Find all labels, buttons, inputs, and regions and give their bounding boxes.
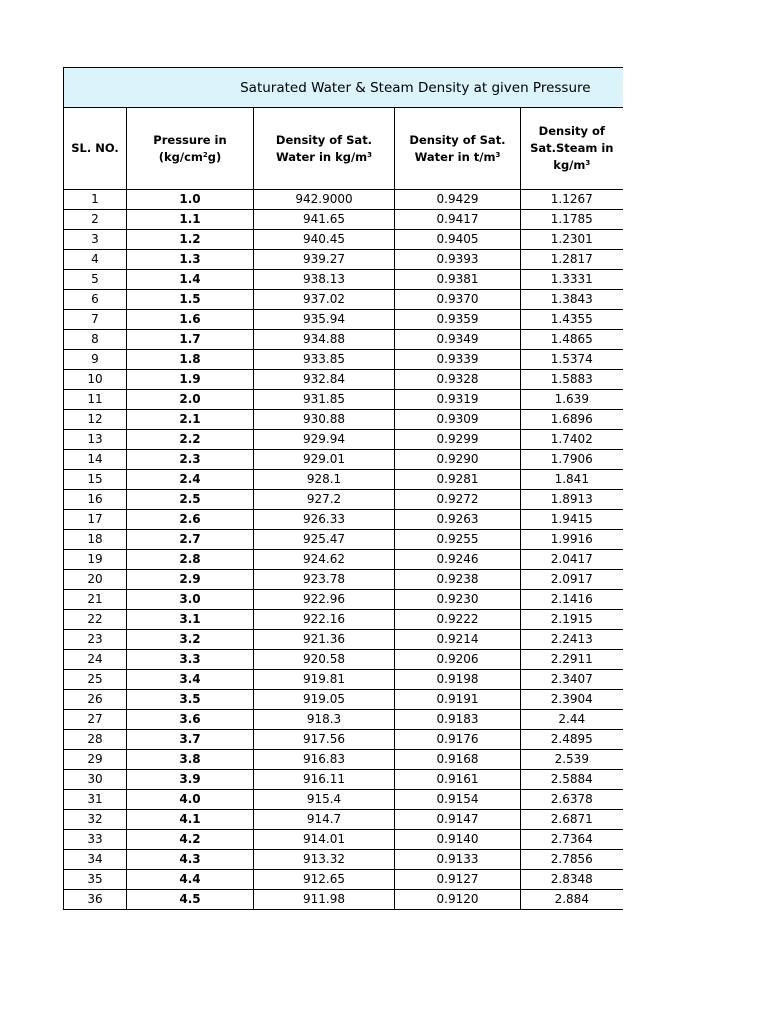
density-steam-cell: 1.7906 (521, 450, 623, 470)
sl-no-cell: 30 (64, 770, 127, 790)
pressure-cell: 3.9 (127, 770, 254, 790)
sl-no-cell: 6 (64, 290, 127, 310)
pressure-cell: 1.7 (127, 330, 254, 350)
density-water-kg-cell: 938.13 (254, 270, 395, 290)
density-water-t-cell: 0.9328 (395, 370, 521, 390)
density-water-kg-cell: 916.83 (254, 750, 395, 770)
density-water-t-cell: 0.9140 (395, 830, 521, 850)
table-row (64, 490, 623, 510)
pressure-cell: 3.4 (127, 670, 254, 690)
density-water-kg-cell: 919.81 (254, 670, 395, 690)
density-water-kg-cell: 929.01 (254, 450, 395, 470)
table-row (64, 850, 623, 870)
table-row (64, 690, 623, 710)
table-row (64, 210, 623, 230)
sl-no-cell: 16 (64, 490, 127, 510)
density-steam-cell: 2.7856 (521, 850, 623, 870)
density-steam-cell: 2.5884 (521, 770, 623, 790)
table-row (64, 330, 623, 350)
density-water-t-cell: 0.9176 (395, 730, 521, 750)
density-water-kg-cell: 926.33 (254, 510, 395, 530)
table-row (64, 190, 623, 210)
sl-no-cell: 2 (64, 210, 127, 230)
table-row (64, 570, 623, 590)
sl-no-cell: 32 (64, 810, 127, 830)
sl-no-cell: 9 (64, 350, 127, 370)
table-row (64, 790, 623, 810)
sl-no-cell: 12 (64, 410, 127, 430)
density-water-kg-cell: 915.4 (254, 790, 395, 810)
density-water-kg-cell: 927.2 (254, 490, 395, 510)
table-row (64, 310, 623, 330)
density-water-t-cell: 0.9154 (395, 790, 521, 810)
density-water-kg-cell: 940.45 (254, 230, 395, 250)
density-steam-cell: 2.884 (521, 890, 623, 910)
pressure-cell: 2.6 (127, 510, 254, 530)
table-row (64, 810, 623, 830)
pressure-cell: 1.9 (127, 370, 254, 390)
density-steam-cell: 1.841 (521, 470, 623, 490)
sl-no-cell: 23 (64, 630, 127, 650)
sl-no-cell: 24 (64, 650, 127, 670)
density-water-kg-cell: 920.58 (254, 650, 395, 670)
density-water-kg-cell: 937.02 (254, 290, 395, 310)
density-steam-cell: 2.1416 (521, 590, 623, 610)
density-water-kg-cell: 929.94 (254, 430, 395, 450)
density-water-t-cell: 0.9417 (395, 210, 521, 230)
density-water-t-cell: 0.9299 (395, 430, 521, 450)
sl-no-cell: 34 (64, 850, 127, 870)
density-water-t-cell: 0.9339 (395, 350, 521, 370)
density-water-t-cell: 0.9206 (395, 650, 521, 670)
pressure-cell: 2.9 (127, 570, 254, 590)
density-steam-cell: 1.1785 (521, 210, 623, 230)
pressure-cell: 4.4 (127, 870, 254, 890)
density-water-t-cell: 0.9370 (395, 290, 521, 310)
sl-no-cell: 18 (64, 530, 127, 550)
table-row (64, 270, 623, 290)
density-water-kg-cell: 917.56 (254, 730, 395, 750)
table-row (64, 610, 623, 630)
table-row (64, 630, 623, 650)
pressure-cell: 2.7 (127, 530, 254, 550)
sl-no-cell: 25 (64, 670, 127, 690)
pressure-cell: 3.5 (127, 690, 254, 710)
density-water-kg-cell: 922.96 (254, 590, 395, 610)
sl-no-cell: 27 (64, 710, 127, 730)
density-water-t-cell: 0.9230 (395, 590, 521, 610)
sl-no-cell: 7 (64, 310, 127, 330)
table-row (64, 470, 623, 490)
table-row (64, 590, 623, 610)
density-steam-cell: 2.6378 (521, 790, 623, 810)
density-water-t-cell: 0.9214 (395, 630, 521, 650)
table-row (64, 250, 623, 270)
density-water-t-cell: 0.9222 (395, 610, 521, 630)
pressure-cell: 2.4 (127, 470, 254, 490)
density-water-t-cell: 0.9381 (395, 270, 521, 290)
density-water-t-cell: 0.9120 (395, 890, 521, 910)
density-steam-cell: 1.3843 (521, 290, 623, 310)
pressure-cell: 3.7 (127, 730, 254, 750)
density-water-t-cell: 0.9393 (395, 250, 521, 270)
column-header-density-steam: Density of Sat.Steam in $kg/m^3$ (521, 108, 623, 190)
pressure-cell: 4.2 (127, 830, 254, 850)
density-water-t-cell: 0.9263 (395, 510, 521, 530)
sl-no-cell: 4 (64, 250, 127, 270)
pressure-cell: 1.5 (127, 290, 254, 310)
density-water-t-cell: 0.9238 (395, 570, 521, 590)
sl-no-cell: 10 (64, 370, 127, 390)
pressure-cell: 2.5 (127, 490, 254, 510)
density-steam-cell: 1.2301 (521, 230, 623, 250)
density-steam-cell: 1.9916 (521, 530, 623, 550)
pressure-cell: 2.2 (127, 430, 254, 450)
table-row (64, 530, 623, 550)
pressure-cell: 1.3 (127, 250, 254, 270)
pressure-cell: 1.6 (127, 310, 254, 330)
column-header-density-water-t: Density of Sat. Water in $t/m^3$ (395, 108, 521, 190)
sl-no-cell: 21 (64, 590, 127, 610)
table-row (64, 650, 623, 670)
density-steam-cell: 1.639 (521, 390, 623, 410)
density-water-kg-cell: 932.84 (254, 370, 395, 390)
density-water-t-cell: 0.9255 (395, 530, 521, 550)
density-water-kg-cell: 933.85 (254, 350, 395, 370)
density-table (63, 67, 623, 910)
pressure-cell: 1.4 (127, 270, 254, 290)
pressure-cell: 1.1 (127, 210, 254, 230)
table-row (64, 710, 623, 730)
density-steam-cell: 1.9415 (521, 510, 623, 530)
pressure-cell: 1.2 (127, 230, 254, 250)
table-row (64, 730, 623, 750)
density-steam-cell: 1.5374 (521, 350, 623, 370)
density-steam-cell: 1.4865 (521, 330, 623, 350)
density-steam-cell: 1.1267 (521, 190, 623, 210)
pressure-cell: 1.0 (127, 190, 254, 210)
density-water-kg-cell: 911.98 (254, 890, 395, 910)
table-row (64, 390, 623, 410)
pressure-cell: 3.0 (127, 590, 254, 610)
sl-no-cell: 36 (64, 890, 127, 910)
density-water-kg-cell: 928.1 (254, 470, 395, 490)
density-steam-cell: 2.3407 (521, 670, 623, 690)
density-water-kg-cell: 913.32 (254, 850, 395, 870)
density-steam-cell: 2.0917 (521, 570, 623, 590)
density-water-kg-cell: 935.94 (254, 310, 395, 330)
sl-no-cell: 29 (64, 750, 127, 770)
pressure-cell: 2.0 (127, 390, 254, 410)
table-row (64, 770, 623, 790)
density-steam-cell: 1.2817 (521, 250, 623, 270)
density-water-t-cell: 0.9290 (395, 450, 521, 470)
pressure-cell: 4.1 (127, 810, 254, 830)
density-steam-cell: 2.44 (521, 710, 623, 730)
density-steam-cell: 1.8913 (521, 490, 623, 510)
density-water-t-cell: 0.9309 (395, 410, 521, 430)
sl-no-cell: 35 (64, 870, 127, 890)
pressure-cell: 1.8 (127, 350, 254, 370)
density-water-t-cell: 0.9147 (395, 810, 521, 830)
sl-no-cell: 3 (64, 230, 127, 250)
density-water-t-cell: 0.9168 (395, 750, 521, 770)
density-water-t-cell: 0.9161 (395, 770, 521, 790)
density-steam-cell: 1.7402 (521, 430, 623, 450)
density-steam-cell: 2.2911 (521, 650, 623, 670)
density-water-kg-cell: 919.05 (254, 690, 395, 710)
table-row (64, 890, 623, 910)
table-row (64, 750, 623, 770)
sl-no-cell: 8 (64, 330, 127, 350)
sl-no-cell: 13 (64, 430, 127, 450)
density-water-t-cell: 0.9198 (395, 670, 521, 690)
density-water-kg-cell: 941.65 (254, 210, 395, 230)
table-row (64, 450, 623, 470)
sl-no-cell: 22 (64, 610, 127, 630)
table-row (64, 670, 623, 690)
sl-no-cell: 17 (64, 510, 127, 530)
density-steam-cell: 1.3331 (521, 270, 623, 290)
density-water-kg-cell: 916.11 (254, 770, 395, 790)
density-water-kg-cell: 934.88 (254, 330, 395, 350)
sl-no-cell: 11 (64, 390, 127, 410)
density-water-kg-cell: 918.3 (254, 710, 395, 730)
density-water-kg-cell: 912.65 (254, 870, 395, 890)
sl-no-cell: 14 (64, 450, 127, 470)
density-steam-cell: 1.5883 (521, 370, 623, 390)
table-row (64, 430, 623, 450)
density-water-kg-cell: 930.88 (254, 410, 395, 430)
density-water-t-cell: 0.9429 (395, 190, 521, 210)
density-steam-cell: 2.2413 (521, 630, 623, 650)
density-steam-cell: 2.0417 (521, 550, 623, 570)
density-water-kg-cell: 939.27 (254, 250, 395, 270)
density-water-kg-cell: 931.85 (254, 390, 395, 410)
density-water-t-cell: 0.9272 (395, 490, 521, 510)
density-water-kg-cell: 942.9000 (254, 190, 395, 210)
sl-no-cell: 15 (64, 470, 127, 490)
density-water-t-cell: 0.9183 (395, 710, 521, 730)
density-water-t-cell: 0.9191 (395, 690, 521, 710)
density-water-t-cell: 0.9127 (395, 870, 521, 890)
density-water-kg-cell: 923.78 (254, 570, 395, 590)
column-header-sl-no: SL. NO. (64, 108, 127, 190)
density-steam-cell: 2.3904 (521, 690, 623, 710)
pressure-cell: 4.0 (127, 790, 254, 810)
density-water-t-cell: 0.9359 (395, 310, 521, 330)
density-water-t-cell: 0.9133 (395, 850, 521, 870)
density-water-kg-cell: 914.01 (254, 830, 395, 850)
sl-no-cell: 26 (64, 690, 127, 710)
header-row (64, 108, 623, 190)
pressure-cell: 2.1 (127, 410, 254, 430)
density-steam-cell: 2.7364 (521, 830, 623, 850)
title-row (64, 68, 623, 108)
pressure-cell: 4.3 (127, 850, 254, 870)
density-steam-cell: 2.1915 (521, 610, 623, 630)
table-row (64, 350, 623, 370)
table-row (64, 410, 623, 430)
density-steam-cell: 2.6871 (521, 810, 623, 830)
density-water-t-cell: 0.9405 (395, 230, 521, 250)
sl-no-cell: 28 (64, 730, 127, 750)
pressure-cell: 2.3 (127, 450, 254, 470)
pressure-cell: 4.5 (127, 890, 254, 910)
pressure-cell: 2.8 (127, 550, 254, 570)
density-water-t-cell: 0.9349 (395, 330, 521, 350)
density-steam-cell: 2.539 (521, 750, 623, 770)
table-row (64, 550, 623, 570)
sl-no-cell: 5 (64, 270, 127, 290)
pressure-cell: 3.6 (127, 710, 254, 730)
sl-no-cell: 19 (64, 550, 127, 570)
column-header-density-water-kg: Density of Sat. Water in $kg/m^3$ (254, 108, 395, 190)
column-header-pressure: Pressure in $(kg/cm^2g)$ (127, 108, 254, 190)
density-water-kg-cell: 921.36 (254, 630, 395, 650)
table-row (64, 290, 623, 310)
table-row (64, 230, 623, 250)
table-row (64, 830, 623, 850)
pressure-cell: 3.8 (127, 750, 254, 770)
sl-no-cell: 31 (64, 790, 127, 810)
density-water-kg-cell: 922.16 (254, 610, 395, 630)
density-water-t-cell: 0.9246 (395, 550, 521, 570)
sl-no-cell: 33 (64, 830, 127, 850)
density-water-kg-cell: 925.47 (254, 530, 395, 550)
pressure-cell: 3.3 (127, 650, 254, 670)
density-water-kg-cell: 924.62 (254, 550, 395, 570)
density-steam-cell: 1.4355 (521, 310, 623, 330)
density-water-t-cell: 0.9319 (395, 390, 521, 410)
sl-no-cell: 20 (64, 570, 127, 590)
density-water-t-cell: 0.9281 (395, 470, 521, 490)
table-row (64, 870, 623, 890)
density-steam-cell: 2.8348 (521, 870, 623, 890)
table-row (64, 510, 623, 530)
table-title: Saturated Water & Steam Density at given Pressure (64, 68, 623, 108)
table-row (64, 370, 623, 390)
sl-no-cell: 1 (64, 190, 127, 210)
density-steam-cell: 1.6896 (521, 410, 623, 430)
density-steam-cell: 2.4895 (521, 730, 623, 750)
pressure-cell: 3.1 (127, 610, 254, 630)
pressure-cell: 3.2 (127, 630, 254, 650)
density-water-kg-cell: 914.7 (254, 810, 395, 830)
